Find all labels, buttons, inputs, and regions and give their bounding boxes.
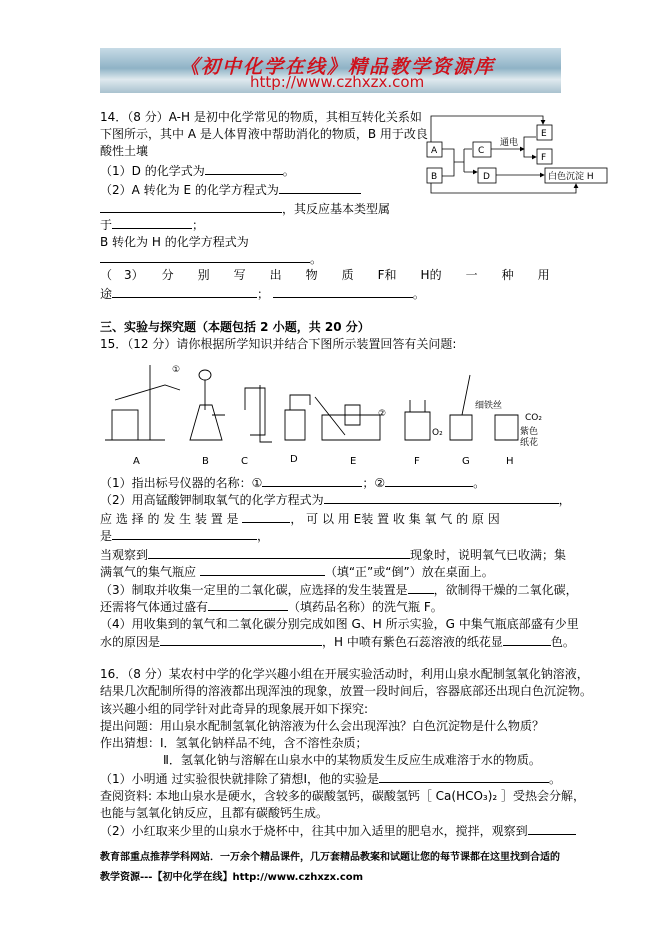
q16-line: 作出猜想：Ⅰ．氢氧化钠样品不纯，含不溶性杂质；: [100, 736, 368, 750]
trough-e: [315, 397, 380, 440]
q14-part2-cont: [100, 200, 390, 217]
text: ，H 中喷有紫色石蕊溶液的纸花显: [322, 635, 503, 649]
q15-part4: （4）用收集到的氧气和二氧化碳分别完成如图 G、H 所示实验，G 中集气瓶底部盛有少里: [100, 617, 579, 631]
site-banner: [100, 48, 561, 93]
answer-blank[interactable]: [503, 633, 551, 646]
node-b: B: [431, 172, 438, 182]
banner-title: 《初中化学在线》精品教学资源库: [180, 56, 496, 78]
answer-blank[interactable]: [208, 598, 288, 611]
footer-link[interactable]: 教学资源---【初中化学在线】http://www.czhxzx.com: [100, 872, 364, 883]
q14-part2: [100, 181, 361, 198]
alcohol-lamp: [112, 410, 138, 440]
text: 途: [100, 287, 113, 301]
text: （1）小明通 过实验很快就排除了猜想Ⅰ，他的实验是: [100, 772, 379, 786]
text: （2）用高锰酸钾制取氧气的化学方程式为: [100, 493, 324, 507]
node-a: A: [431, 146, 438, 156]
q16-line: Ⅱ．氢氧化钠与溶解在山泉水中的某物质发生反应生成难溶于水的物质。: [163, 753, 541, 767]
text: （2）小红取来少里的山泉水于烧杯中，往其中加入适里的肥皂水，搅拌，观察到: [100, 824, 528, 838]
text: ，其反应基本类型属: [282, 202, 391, 216]
bottle-h: [495, 415, 518, 440]
text: 。: [282, 164, 295, 178]
text: 。: [473, 476, 486, 490]
answer-blank[interactable]: [100, 250, 310, 263]
apparatus-figure: [100, 360, 570, 470]
footer-line: 教育部重点推荐学科网站．一万余个精品课件，几万套精品教案和试题让您的每节课都在这里找到合适的: [100, 852, 560, 863]
node-c: C: [478, 146, 485, 156]
text: ；: [257, 287, 270, 301]
text: 于: [100, 218, 113, 232]
answer-blank[interactable]: [324, 491, 559, 504]
text: （3）制取并收集一定里的二氧化碳，应选择的发生装置是: [100, 583, 408, 597]
test-tube: [115, 385, 180, 400]
q14-line: B 转化为 H 的化学方程式为: [100, 235, 249, 249]
q15-part2: [100, 510, 500, 527]
bottle-d: [285, 395, 310, 440]
text: （1）D 的化学式为: [100, 164, 205, 178]
answer-blank[interactable]: [112, 216, 192, 229]
q14-eq-blank: [100, 250, 322, 267]
iron-stand: [105, 365, 165, 440]
conversion-diagram: [420, 112, 610, 197]
q15-part2: [100, 546, 566, 563]
label-a: A: [133, 456, 140, 467]
label-co2: CO₂: [525, 413, 542, 423]
text: （1）指出标号仪器的名称：①: [100, 476, 263, 490]
q14-part2-type: [100, 216, 204, 233]
q16-line: 16．（8 分）某农村中学的化学兴趣小组在开展实验活动时，利用山泉水配制氢氧化钠溶液，: [100, 667, 589, 681]
label-o2: O₂: [432, 428, 443, 438]
text: ， 可 以 用 E装 置 收 集 氧 气 的 原 因: [290, 512, 500, 526]
q15-part3: [100, 598, 443, 615]
text: ，欲制得干燥的二氧化碳，: [433, 583, 578, 597]
q14-line: 下图所示，其中 A 是人体胃液中帮助消化的物质，B 用于改良: [100, 127, 428, 141]
answer-blank[interactable]: [112, 285, 257, 298]
node-e: E: [541, 129, 547, 139]
text: （2）A 转化为 E 的化学方程式为: [100, 183, 279, 197]
answer-blank[interactable]: [112, 527, 257, 540]
flask-b: [190, 380, 225, 440]
answer-blank[interactable]: [242, 510, 290, 523]
text: ；: [192, 218, 205, 232]
q16-line: 该兴趣小组的同学针对此奇异的现象展开如下探究:: [100, 702, 369, 716]
answer-blank[interactable]: [160, 633, 322, 646]
answer-blank[interactable]: [408, 581, 434, 594]
label-flower: 紫色: [520, 427, 539, 437]
text: 当观察到: [100, 548, 149, 562]
text: ；②: [362, 476, 386, 490]
q16-line: 查阅资料: 本地山泉水是硬水，含较多的碳酸氢钙，碳酸氢钙［ Ca(HCO₃)₂ ］受热会分解，: [100, 789, 586, 803]
mark-2: ②: [378, 409, 387, 419]
answer-blank[interactable]: [148, 546, 410, 559]
mark-1: ①: [172, 365, 181, 375]
text: 是: [100, 529, 113, 543]
label-e: E: [350, 456, 357, 467]
text: （填“正”或“倒”）放在桌面上。: [324, 565, 494, 579]
text: 满氧气的集气瓶应: [100, 565, 197, 579]
answer-blank[interactable]: [279, 181, 361, 194]
answer-blank[interactable]: [100, 200, 282, 213]
banner-url[interactable]: http://www.czhxzx.com: [250, 73, 425, 91]
node-f: F: [541, 153, 547, 163]
q14-line: 14．（8 分）A-H 是初中化学常见的物质，其相互转化关系如: [100, 110, 422, 124]
q15-part4: [100, 633, 575, 650]
answer-blank[interactable]: [379, 770, 549, 783]
q16-part2: [100, 822, 576, 839]
text: （填药品名称）的洗气瓶 F。: [288, 600, 443, 614]
text: ，: [558, 493, 571, 507]
section-heading: 三、实验与探究题（本题包括 2 小题，共 20 分）: [100, 320, 370, 334]
node-d: D: [483, 172, 490, 182]
q16-line: 提出问题：用山泉水配制氢氧化钠溶液为什么会出现浑浊？白色沉淀物是什么物质？: [100, 719, 545, 733]
q14-part3-blanks: [100, 285, 425, 302]
text: 。: [549, 772, 562, 786]
edge-label: 通电: [500, 138, 519, 148]
q16-part1: [100, 770, 561, 787]
text: 应 选 择 的 发 生 装 置 是: [100, 512, 239, 526]
text: 。: [412, 287, 425, 301]
label-g: G: [462, 456, 470, 467]
q15-part2: [100, 527, 269, 544]
answer-blank[interactable]: [273, 285, 413, 298]
node-h: 白色沉淀 H: [548, 172, 594, 182]
text: 色。: [550, 635, 575, 649]
q15-part1: [100, 474, 485, 491]
q16-line: 也能与氢氧化钠反应，且都有碳酸钙生成。: [100, 806, 329, 820]
answer-blank[interactable]: [385, 474, 473, 487]
label-c: C: [241, 456, 248, 467]
q14-part1: [100, 162, 295, 179]
answer-blank[interactable]: [528, 822, 576, 835]
label-flower: 纸花: [520, 438, 539, 448]
label-d: D: [290, 454, 298, 465]
q16-line: 结果几次配制所得的溶液都出现浑浊的现象，放置一段时间后，容器底部还出现白色沉淀物。: [100, 684, 593, 698]
answer-blank[interactable]: [200, 563, 325, 576]
q14-part3: （ 3） 分 别 写 出 物 质 F和 H的 一 种 用: [100, 268, 550, 282]
answer-blank[interactable]: [262, 474, 362, 487]
bottle-f: [405, 400, 430, 440]
text: 。: [310, 252, 323, 266]
label-h: H: [506, 456, 514, 467]
text: ，: [257, 529, 270, 543]
bottle-c: [245, 385, 272, 442]
q15-intro: 15．（12 分）请你根据所学知识并结合下图所示装置回答有关问题:: [100, 337, 457, 351]
label-f: F: [414, 456, 420, 467]
label-b: B: [202, 456, 209, 467]
q15-part2: [100, 491, 571, 508]
text: 水的原因是: [100, 635, 161, 649]
text: 还需将气体通过盛有: [100, 600, 209, 614]
q15-part3: [100, 581, 578, 598]
q14-line: 酸性土壤: [100, 144, 149, 158]
q15-part2: [100, 563, 494, 580]
answer-blank[interactable]: [205, 162, 283, 175]
label-iron-wire: 细铁丝: [475, 401, 503, 411]
bottle-g: [450, 375, 472, 440]
text: 现象时，说明氧气已收满；集: [410, 548, 567, 562]
